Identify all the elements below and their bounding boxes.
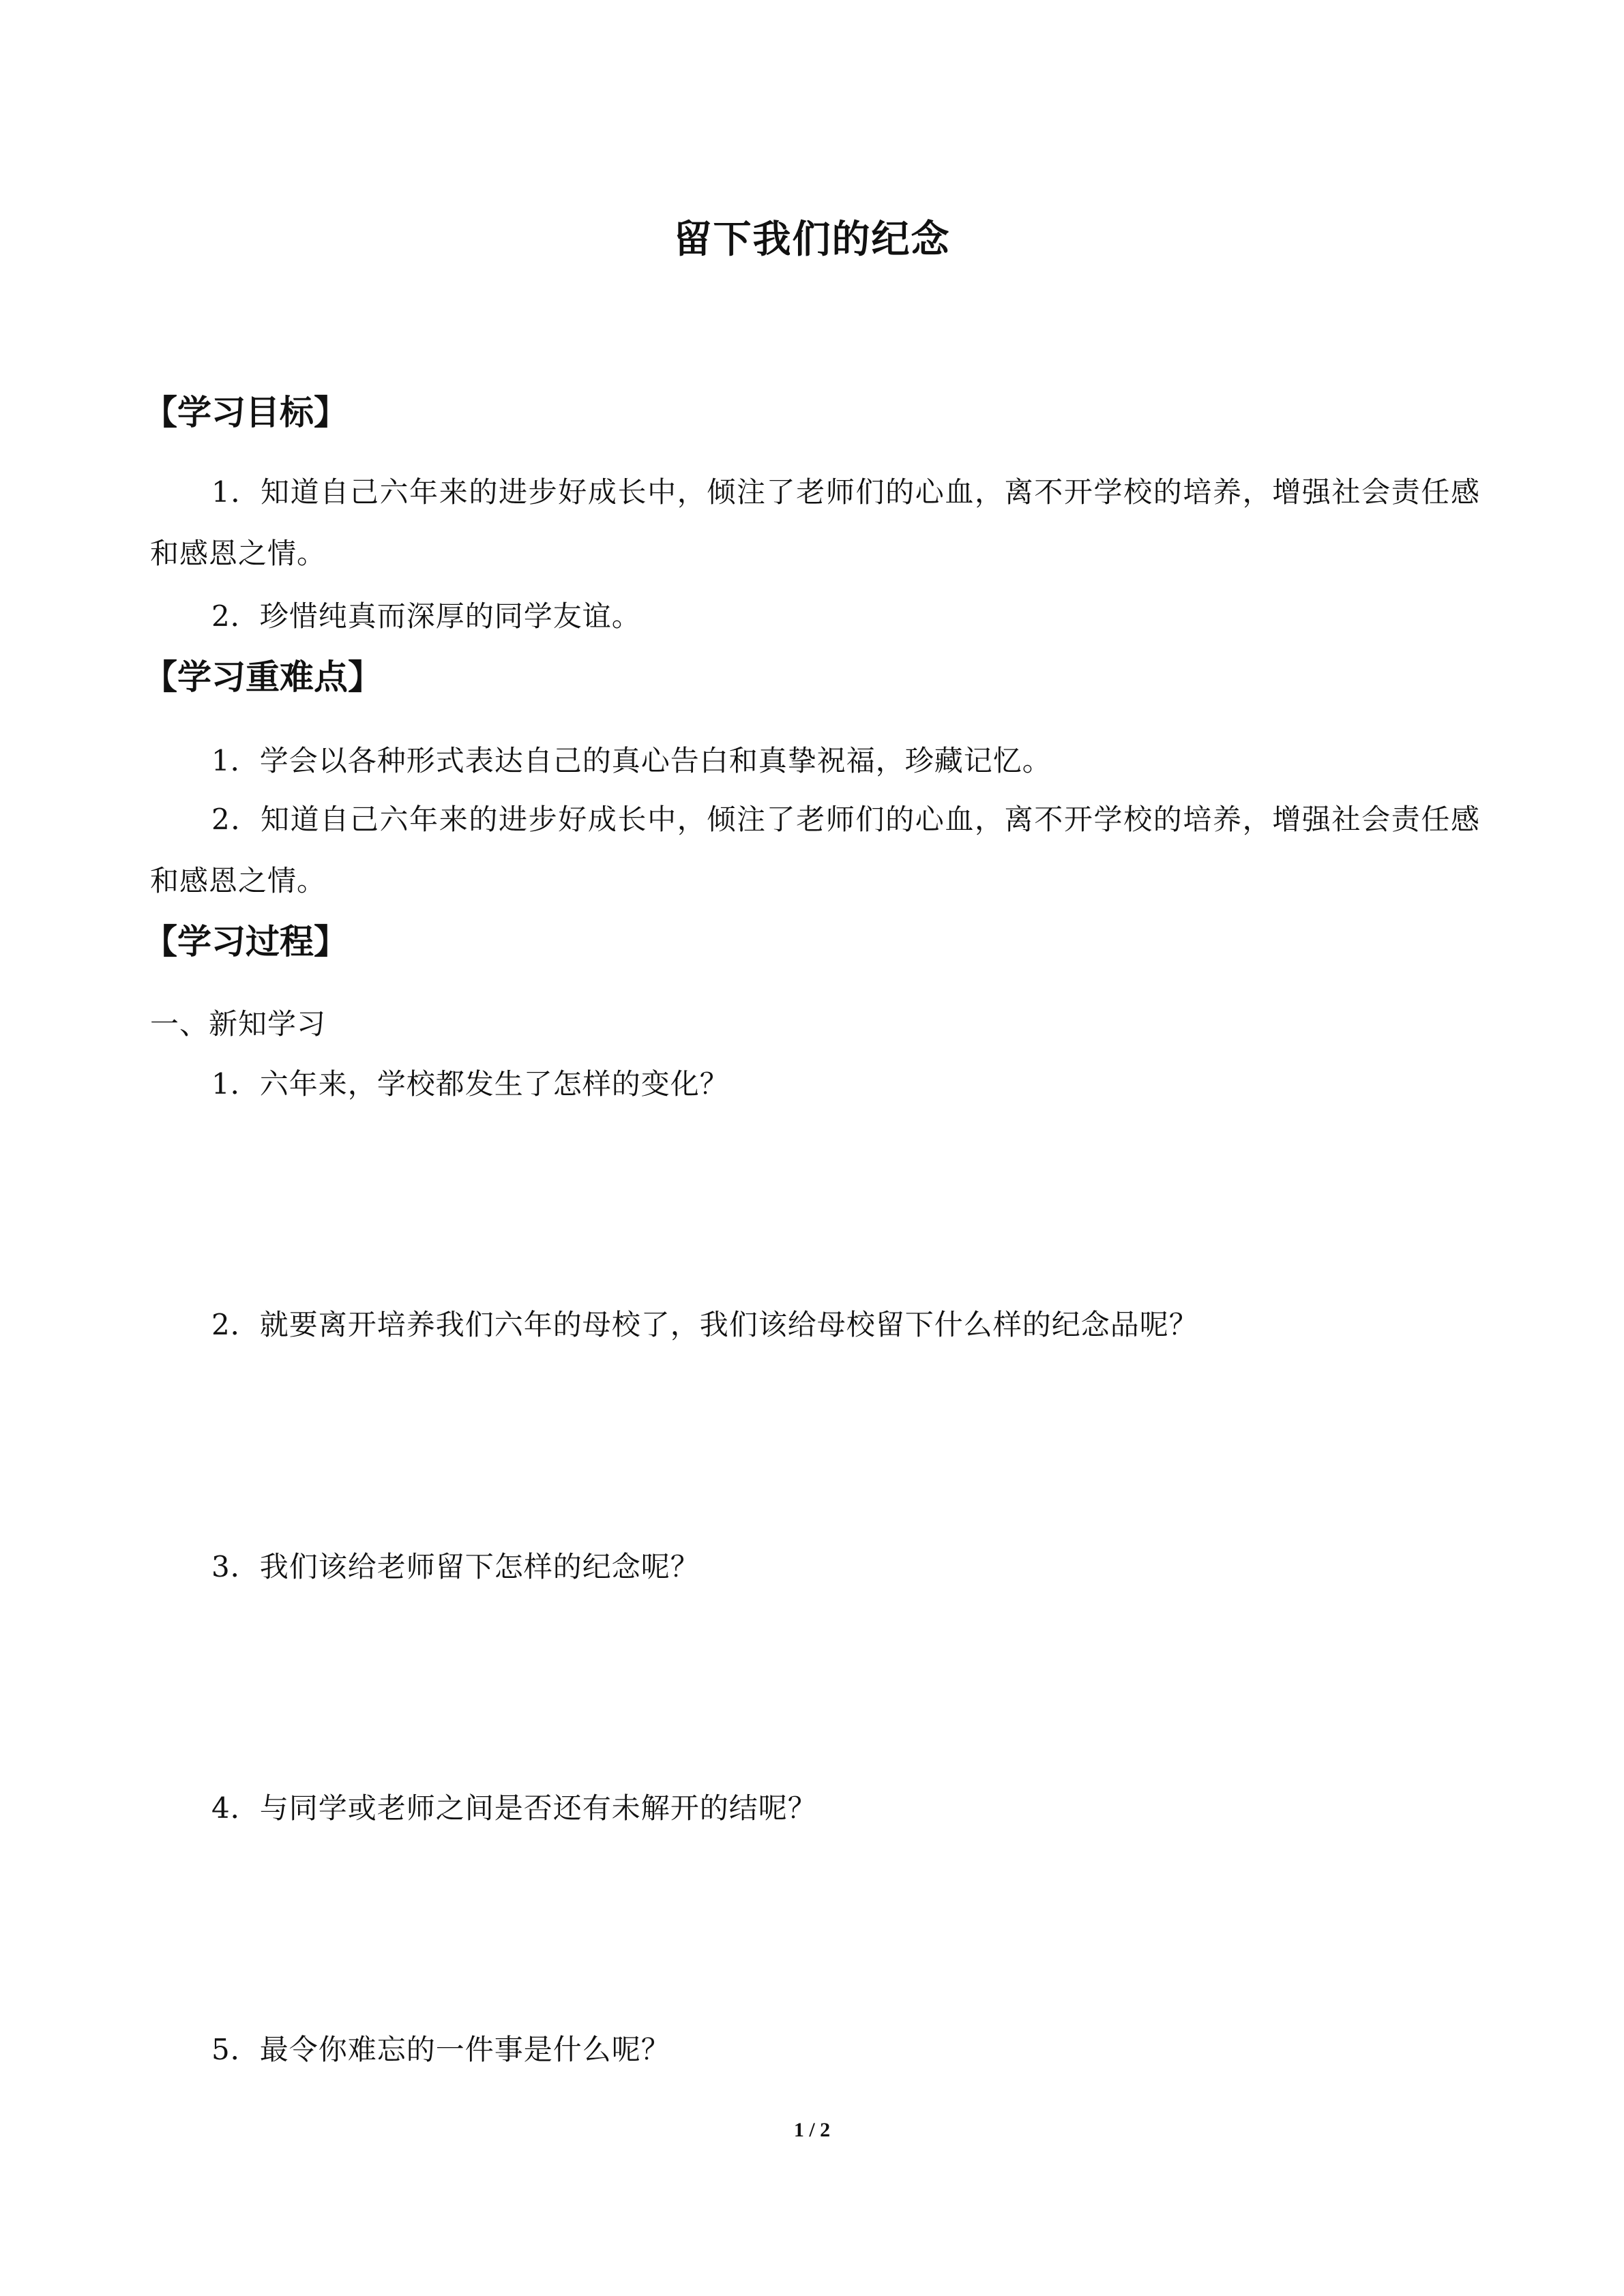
key-point-item-1: 1．学会以各种形式表达自己的真心告白和真挚祝福，珍藏记忆。 (211, 744, 1052, 777)
question-4: 4．与同学或老师之间是否还有未解开的结呢？ (211, 1791, 817, 1825)
goals-heading: 【学习目标】 (143, 393, 348, 432)
question-1: 1．六年来，学校都发生了怎样的变化？ (211, 1067, 729, 1101)
section-title: 一、新知学习 (150, 1007, 327, 1041)
page-number: 1 / 2 (793, 2119, 831, 2141)
goal-item-1: 1．知道自己六年来的进步好成长中，倾注了老师们的心血，离不开学校的培养，增强社会责任感和感恩之情。 (150, 475, 1480, 570)
key-point-item-2: 2．知道自己六年来的进步好成长中，倾注了老师们的心血，离不开学校的培养，增强社会责任感和感恩之情。 (150, 803, 1480, 897)
key-points-heading: 【学习重难点】 (143, 657, 382, 697)
question-5: 5．最令你难忘的一件事是什么呢？ (211, 2033, 670, 2066)
document-title: 留下我们的纪念 (673, 218, 951, 262)
goal-item-2: 2．珍惜纯真而深厚的同学友谊。 (211, 599, 641, 633)
question-3: 3．我们该给老师留下怎样的纪念呢？ (211, 1550, 700, 1583)
process-heading: 【学习过程】 (143, 922, 348, 961)
question-2: 2．就要离开培养我们六年的母校了，我们该给母校留下什么样的纪念品呢？ (211, 1308, 1198, 1341)
